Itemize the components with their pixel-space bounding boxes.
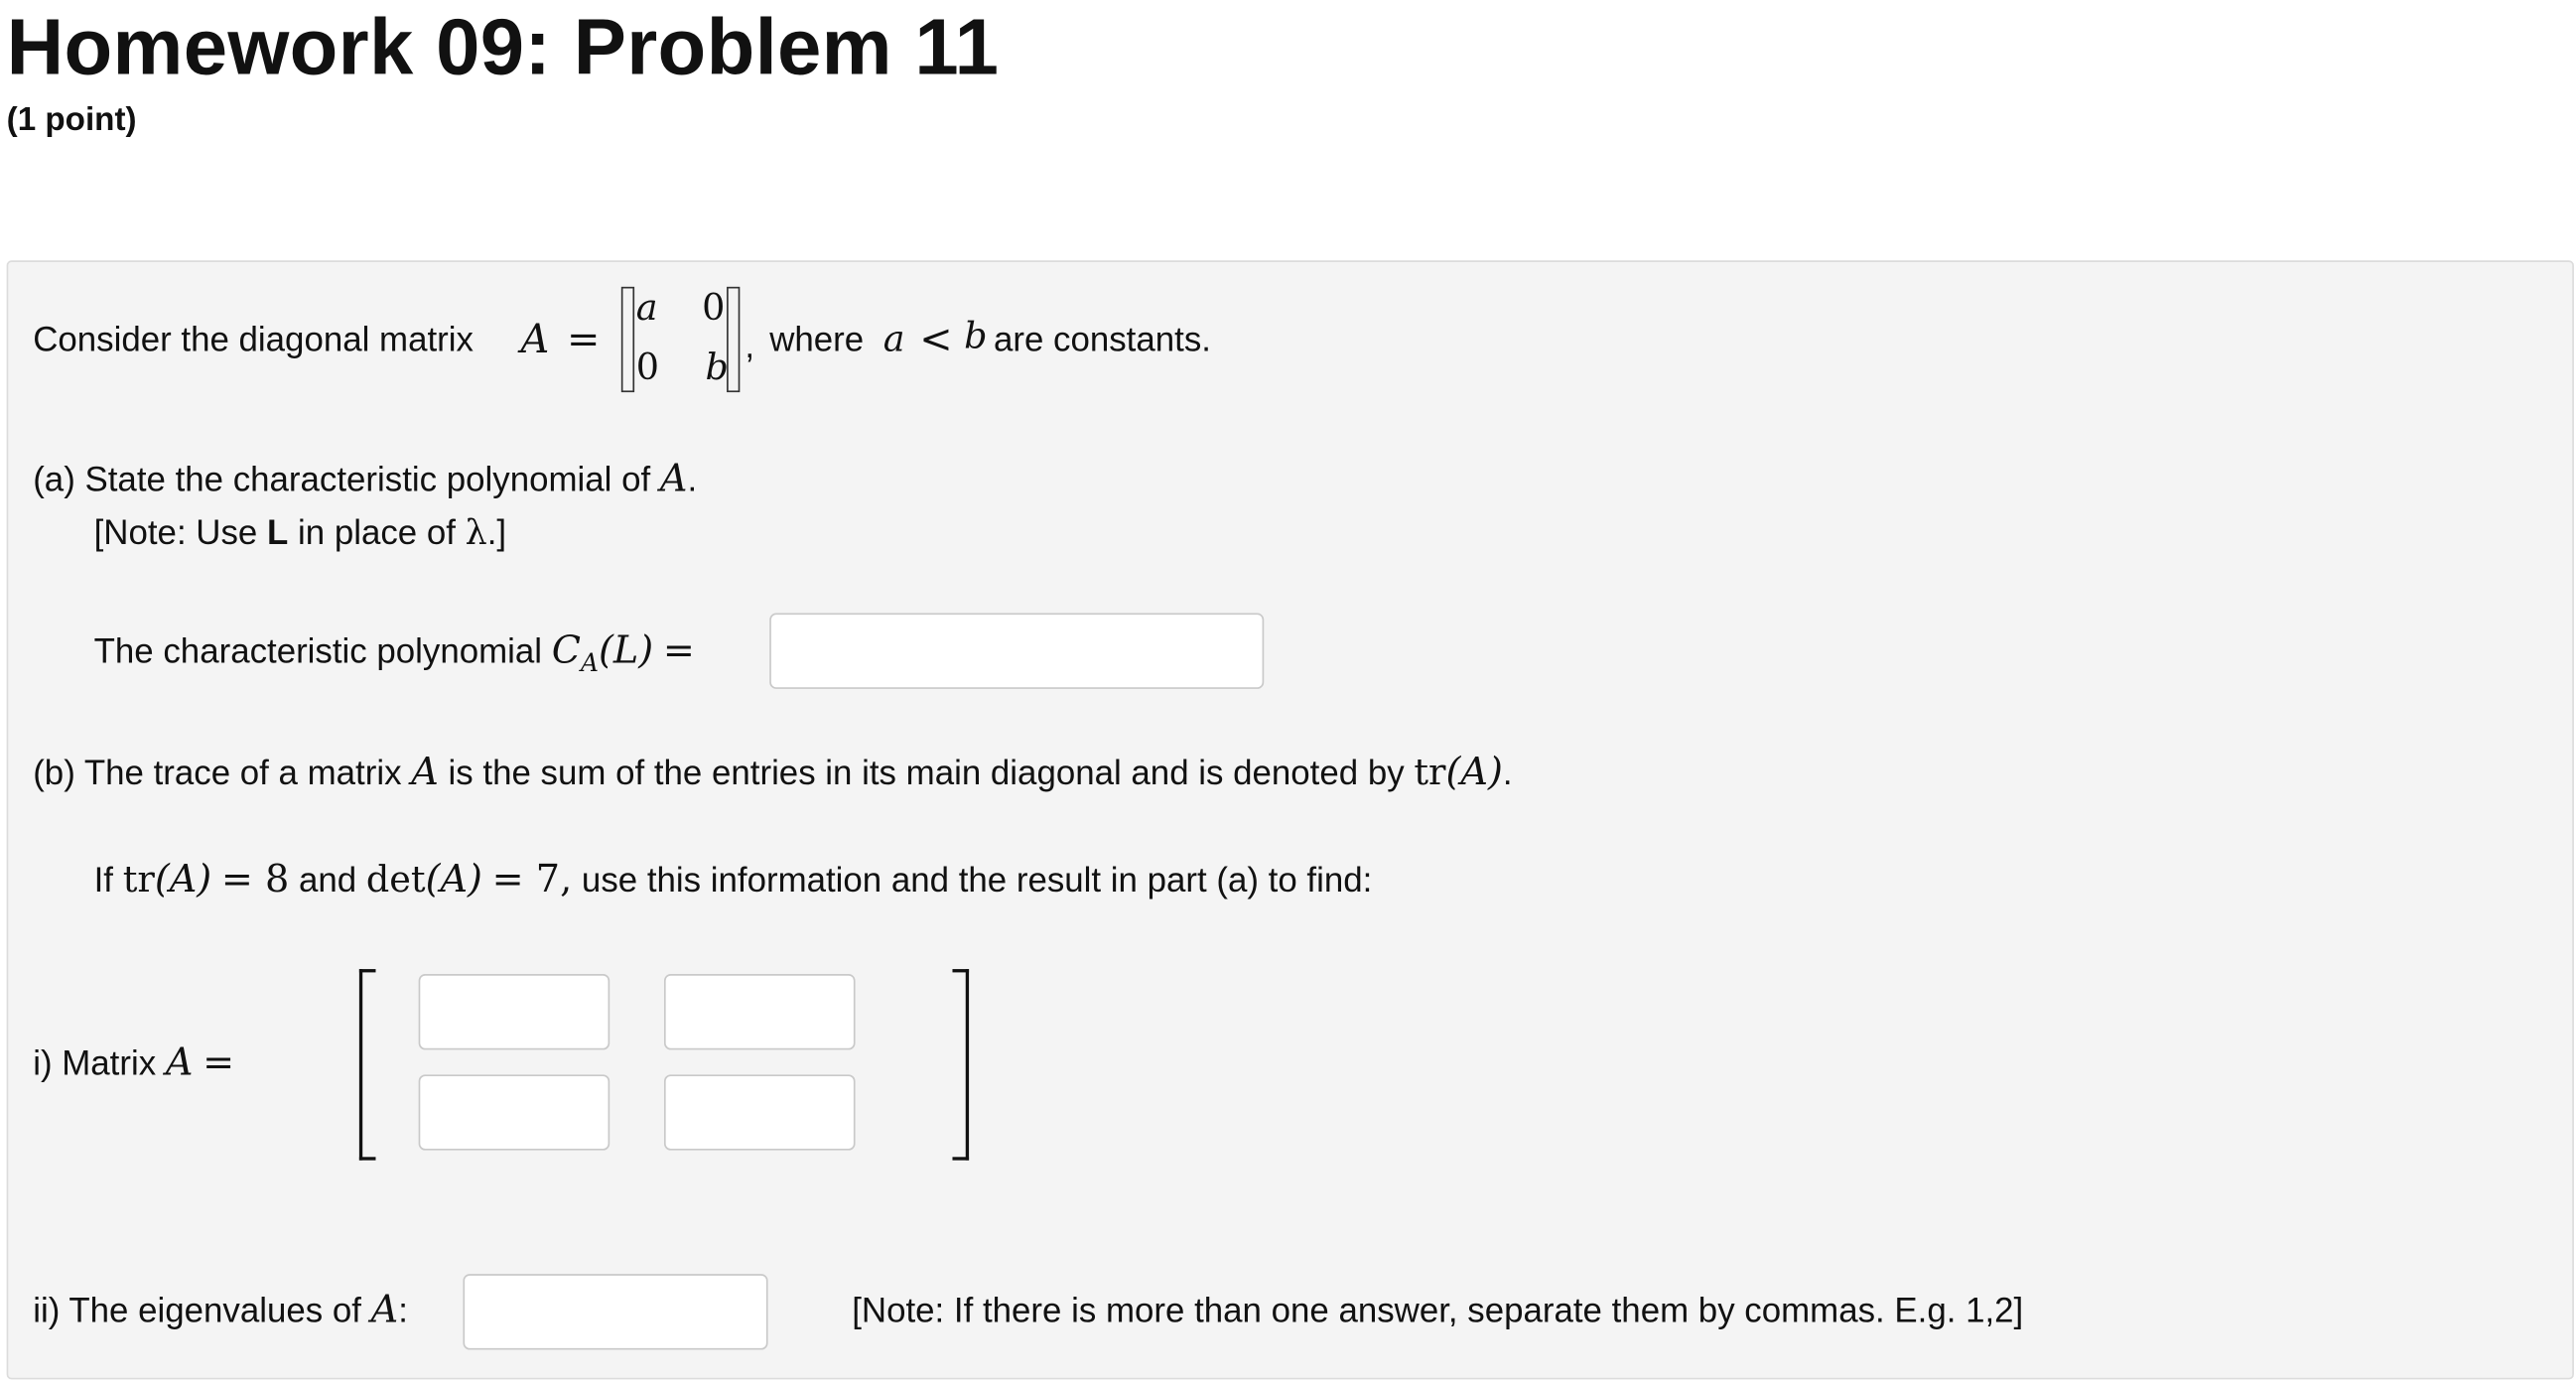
part-b-det-arg: (A) [425,858,482,902]
intro-matrix-a11: a [635,288,658,330]
intro-matrix-a22: b [705,347,729,389]
matrix-right-bracket [952,969,969,1161]
part-b-det-value: = 7, [491,858,573,902]
part-b-statement-prefix: (b) The trace of a matrix [33,755,402,793]
intro-matrix-left-bracket [621,287,634,392]
matrix-a-label-text: i) Matrix [33,1044,157,1083]
intro-matrix-a12: 0 [702,288,726,330]
part-a-note-suffix: .] [486,513,507,553]
char-poly-subscript: A [580,647,599,678]
part-b-tr: tr [122,860,155,902]
part-a-note [93,512,507,553]
eigenvalues-label [33,1289,408,1332]
intro-matrix-name: A [520,316,550,363]
matrix-a-label [33,1041,235,1085]
eigenvalues-input[interactable] [463,1274,767,1349]
matrix-a12-input[interactable] [664,974,856,1049]
page-title: Homework 09: Problem 11 [6,4,1000,92]
part-a-statement-var: A [659,458,688,501]
part-b-given [93,858,1373,902]
eigenvalues-note: [Note: If there is more than one answer, separate them by commas. E.g. 1,2] [852,1292,2024,1330]
char-poly-arg: (L) [598,629,654,673]
part-b-tr-value: = 8 [220,858,290,902]
part-b-statement-tr: tr [1414,753,1446,795]
char-poly-label [93,629,695,678]
part-a-note-L: L [267,513,289,553]
char-poly-label-text: The characteristic polynomial [93,632,543,671]
part-b-statement-var: A [411,751,439,795]
matrix-a21-input[interactable] [419,1074,610,1150]
matrix-a-label-equals: = [203,1041,235,1085]
intro-equals: = [567,316,601,363]
problem-panel [7,260,2574,1379]
part-b-statement-period: . [1502,755,1513,793]
intro-where-text: where [769,321,865,359]
matrix-a22-input[interactable] [664,1074,856,1150]
part-b-statement [33,751,1513,795]
part-b-tr-arg: (A) [154,858,212,902]
char-poly-equals: = [662,629,695,673]
matrix-left-bracket [359,969,376,1161]
points-label: (1 point) [6,101,137,139]
part-b-if: If [93,862,113,900]
matrix-a11-input[interactable] [419,974,610,1049]
part-b-statement-mid: is the sum of the entries in its main diagonal and is denoted by [448,755,1405,793]
part-a-note-prefix: [Note: Use [93,513,258,553]
matrix-a-label-var: A [165,1041,194,1085]
part-a-statement-text: (a) State the characteristic polynomial of [33,461,651,499]
part-b-and: and [299,862,357,900]
part-a-note-mid: in place of [298,513,456,553]
eigenvalues-label-colon: : [398,1292,408,1330]
intro-var-a: a [882,320,905,361]
intro-prefix-text: Consider the diagonal matrix [33,321,474,359]
part-b-statement-arg: (A) [1445,751,1503,795]
part-a-statement-period: . [687,461,698,499]
part-a-statement [33,458,698,501]
intro-comma: , [745,328,755,366]
eigenvalues-label-text: ii) The eigenvalues of [33,1292,361,1330]
char-poly-C: C [551,629,581,673]
part-a-note-lambda: λ [465,512,487,553]
char-poly-input[interactable] [769,614,1264,689]
intro-var-b: b [964,316,988,358]
intro-less-than: < [919,316,953,363]
eigenvalues-label-var: A [370,1289,399,1332]
part-b-det: det [365,860,426,902]
intro-matrix-right-bracket [727,287,740,392]
intro-suffix-text: are constants. [993,321,1211,359]
intro-matrix-a21: 0 [635,347,659,389]
part-b-if-suffix: use this information and the result in part (a) to find: [581,862,1373,900]
